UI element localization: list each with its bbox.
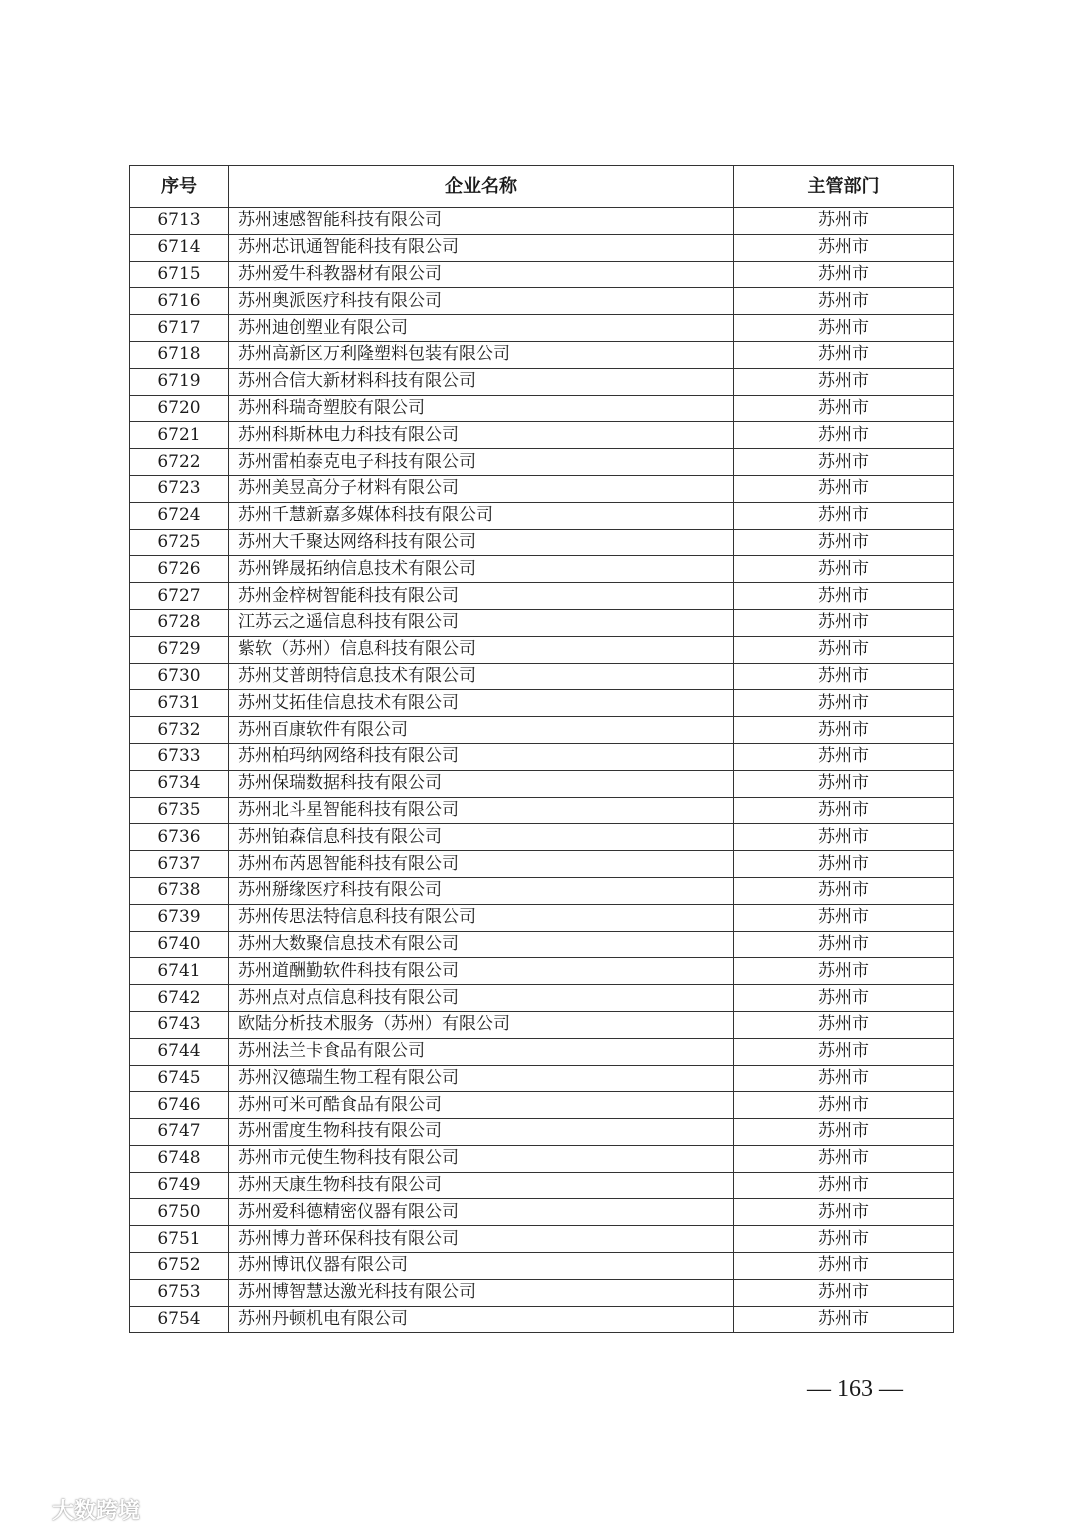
serial-number-cell: 6718 — [130, 341, 229, 368]
department-cell: 苏州市 — [734, 368, 954, 395]
enterprise-name-cell: 苏州奥派医疗科技有限公司 — [229, 288, 734, 315]
department-cell: 苏州市 — [734, 1226, 954, 1253]
serial-number-cell: 6747 — [130, 1119, 229, 1146]
serial-number-cell: 6713 — [130, 208, 229, 235]
table-row — [130, 234, 954, 261]
enterprise-name-cell: 苏州铂森信息科技有限公司 — [229, 824, 734, 851]
serial-number-cell: 6721 — [130, 422, 229, 449]
department-cell: 苏州市 — [734, 690, 954, 717]
table-row — [130, 1145, 954, 1172]
serial-number-cell: 6750 — [130, 1199, 229, 1226]
table-row — [130, 1065, 954, 1092]
serial-number-cell: 6748 — [130, 1145, 229, 1172]
department-cell: 苏州市 — [734, 931, 954, 958]
watermark — [8, 1494, 140, 1525]
table-row — [130, 1119, 954, 1146]
department-cell: 苏州市 — [734, 958, 954, 985]
department-cell: 苏州市 — [734, 851, 954, 878]
serial-number-cell: 6737 — [130, 851, 229, 878]
enterprise-name-cell: 苏州雷柏泰克电子科技有限公司 — [229, 449, 734, 476]
table-row — [130, 583, 954, 610]
department-cell: 苏州市 — [734, 583, 954, 610]
department-cell: 苏州市 — [734, 1306, 954, 1333]
table-row — [130, 1226, 954, 1253]
header-department: 主管部门 — [734, 166, 954, 208]
serial-number-cell: 6720 — [130, 395, 229, 422]
table-row — [130, 851, 954, 878]
enterprise-name-cell: 苏州千慧新嘉多媒体科技有限公司 — [229, 502, 734, 529]
enterprise-name-cell: 苏州传思法特信息科技有限公司 — [229, 904, 734, 931]
department-cell: 苏州市 — [734, 261, 954, 288]
table-row — [130, 1011, 954, 1038]
table-row — [130, 985, 954, 1012]
table-row — [130, 475, 954, 502]
enterprise-name-cell: 苏州法兰卡食品有限公司 — [229, 1038, 734, 1065]
serial-number-cell: 6749 — [130, 1172, 229, 1199]
department-cell: 苏州市 — [734, 529, 954, 556]
enterprise-name-cell: 苏州艾普朗特信息技术有限公司 — [229, 663, 734, 690]
serial-number-cell: 6745 — [130, 1065, 229, 1092]
table-row — [130, 609, 954, 636]
department-cell: 苏州市 — [734, 1092, 954, 1119]
table-row — [130, 315, 954, 342]
enterprise-name-cell: 苏州迪创塑业有限公司 — [229, 315, 734, 342]
serial-number-cell: 6744 — [130, 1038, 229, 1065]
serial-number-cell: 6730 — [130, 663, 229, 690]
department-cell: 苏州市 — [734, 636, 954, 663]
watermark-text: 大数跨境 — [52, 1499, 141, 1524]
serial-number-cell: 6723 — [130, 475, 229, 502]
table-row — [130, 1172, 954, 1199]
table-row — [130, 663, 954, 690]
department-cell: 苏州市 — [734, 1199, 954, 1226]
table-row — [130, 208, 954, 235]
department-cell: 苏州市 — [734, 663, 954, 690]
enterprise-name-cell: 苏州高新区万利隆塑料包装有限公司 — [229, 341, 734, 368]
serial-number-cell: 6717 — [130, 315, 229, 342]
table-row — [130, 395, 954, 422]
table-row — [130, 556, 954, 583]
department-cell: 苏州市 — [734, 341, 954, 368]
table-row — [130, 1253, 954, 1280]
serial-number-cell: 6733 — [130, 743, 229, 770]
enterprise-name-cell: 苏州雷度生物科技有限公司 — [229, 1119, 734, 1146]
table-row — [130, 1199, 954, 1226]
serial-number-cell: 6734 — [130, 770, 229, 797]
serial-number-cell: 6719 — [130, 368, 229, 395]
enterprise-name-cell: 苏州速感智能科技有限公司 — [229, 208, 734, 235]
enterprise-name-cell: 苏州可米可酷食品有限公司 — [229, 1092, 734, 1119]
enterprise-name-cell: 苏州天康生物科技有限公司 — [229, 1172, 734, 1199]
department-cell: 苏州市 — [734, 1011, 954, 1038]
department-cell: 苏州市 — [734, 1279, 954, 1306]
enterprise-name-cell: 苏州美昱高分子材料有限公司 — [229, 475, 734, 502]
serial-number-cell: 6714 — [130, 234, 229, 261]
page-number: — 163 — — [807, 1376, 903, 1402]
serial-number-cell: 6722 — [130, 449, 229, 476]
department-cell: 苏州市 — [734, 985, 954, 1012]
table-row — [130, 770, 954, 797]
department-cell: 苏州市 — [734, 475, 954, 502]
enterprise-name-cell: 苏州丹顿机电有限公司 — [229, 1306, 734, 1333]
enterprise-name-cell: 江苏云之遥信息科技有限公司 — [229, 609, 734, 636]
serial-number-cell: 6753 — [130, 1279, 229, 1306]
table-row — [130, 449, 954, 476]
serial-number-cell: 6726 — [130, 556, 229, 583]
table-row — [130, 1306, 954, 1333]
department-cell: 苏州市 — [734, 395, 954, 422]
enterprise-name-cell: 苏州铧晟拓纳信息技术有限公司 — [229, 556, 734, 583]
table-row — [130, 958, 954, 985]
serial-number-cell: 6739 — [130, 904, 229, 931]
enterprise-name-cell: 苏州道酬勤软件科技有限公司 — [229, 958, 734, 985]
table-body — [130, 208, 954, 1333]
table-row — [130, 690, 954, 717]
department-cell: 苏州市 — [734, 422, 954, 449]
enterprise-name-cell: 苏州点对点信息科技有限公司 — [229, 985, 734, 1012]
department-cell: 苏州市 — [734, 1065, 954, 1092]
enterprise-name-cell: 苏州爱科德精密仪器有限公司 — [229, 1199, 734, 1226]
department-cell: 苏州市 — [734, 234, 954, 261]
serial-number-cell: 6732 — [130, 717, 229, 744]
watermark-logo-icon — [8, 1497, 48, 1523]
enterprise-name-cell: 苏州博力普环保科技有限公司 — [229, 1226, 734, 1253]
department-cell: 苏州市 — [734, 743, 954, 770]
department-cell: 苏州市 — [734, 208, 954, 235]
serial-number-cell: 6728 — [130, 609, 229, 636]
serial-number-cell: 6727 — [130, 583, 229, 610]
table-header-row — [130, 166, 954, 208]
department-cell: 苏州市 — [734, 609, 954, 636]
enterprise-name-cell: 苏州汉德瑞生物工程有限公司 — [229, 1065, 734, 1092]
table-row — [130, 529, 954, 556]
table-row — [130, 502, 954, 529]
serial-number-cell: 6741 — [130, 958, 229, 985]
department-cell: 苏州市 — [734, 770, 954, 797]
table-row — [130, 797, 954, 824]
enterprise-name-cell: 苏州市元使生物科技有限公司 — [229, 1145, 734, 1172]
department-cell: 苏州市 — [734, 717, 954, 744]
table-row — [130, 904, 954, 931]
enterprise-name-cell: 苏州大数聚信息技术有限公司 — [229, 931, 734, 958]
enterprise-name-cell: 苏州科斯林电力科技有限公司 — [229, 422, 734, 449]
table-row — [130, 288, 954, 315]
enterprise-name-cell: 紫软（苏州）信息科技有限公司 — [229, 636, 734, 663]
department-cell: 苏州市 — [734, 315, 954, 342]
table-row — [130, 261, 954, 288]
serial-number-cell: 6742 — [130, 985, 229, 1012]
table-row — [130, 1092, 954, 1119]
header-serial-number: 序号 — [130, 166, 229, 208]
department-cell: 苏州市 — [734, 1172, 954, 1199]
department-cell: 苏州市 — [734, 1038, 954, 1065]
table-row — [130, 717, 954, 744]
serial-number-cell: 6752 — [130, 1253, 229, 1280]
department-cell: 苏州市 — [734, 797, 954, 824]
table-row — [130, 931, 954, 958]
enterprise-name-cell: 苏州金梓树智能科技有限公司 — [229, 583, 734, 610]
enterprise-name-cell: 苏州保瑞数据科技有限公司 — [229, 770, 734, 797]
enterprise-name-cell: 苏州合信大新材料科技有限公司 — [229, 368, 734, 395]
serial-number-cell: 6715 — [130, 261, 229, 288]
table-row — [130, 636, 954, 663]
serial-number-cell: 6725 — [130, 529, 229, 556]
serial-number-cell: 6736 — [130, 824, 229, 851]
enterprise-name-cell: 苏州布芮恩智能科技有限公司 — [229, 851, 734, 878]
department-cell: 苏州市 — [734, 1145, 954, 1172]
serial-number-cell: 6738 — [130, 877, 229, 904]
serial-number-cell: 6724 — [130, 502, 229, 529]
enterprise-name-cell: 苏州博讯仪器有限公司 — [229, 1253, 734, 1280]
department-cell: 苏州市 — [734, 556, 954, 583]
department-cell: 苏州市 — [734, 824, 954, 851]
table-row — [130, 1038, 954, 1065]
enterprise-name-cell: 欧陆分析技术服务（苏州）有限公司 — [229, 1011, 734, 1038]
table-row — [130, 368, 954, 395]
department-cell: 苏州市 — [734, 904, 954, 931]
department-cell: 苏州市 — [734, 1119, 954, 1146]
table-row — [130, 877, 954, 904]
enterprise-name-cell: 苏州艾拓佳信息技术有限公司 — [229, 690, 734, 717]
header-enterprise-name: 企业名称 — [229, 166, 734, 208]
table-row — [130, 341, 954, 368]
enterprise-name-cell: 苏州芯讯通智能科技有限公司 — [229, 234, 734, 261]
enterprise-name-cell: 苏州北斗星智能科技有限公司 — [229, 797, 734, 824]
enterprise-name-cell: 苏州百康软件有限公司 — [229, 717, 734, 744]
department-cell: 苏州市 — [734, 449, 954, 476]
department-cell: 苏州市 — [734, 288, 954, 315]
enterprise-name-cell: 苏州爱牛科教器材有限公司 — [229, 261, 734, 288]
serial-number-cell: 6740 — [130, 931, 229, 958]
serial-number-cell: 6716 — [130, 288, 229, 315]
enterprise-name-cell: 苏州柏玛纳网络科技有限公司 — [229, 743, 734, 770]
enterprise-name-cell: 苏州掰缘医疗科技有限公司 — [229, 877, 734, 904]
serial-number-cell: 6731 — [130, 690, 229, 717]
serial-number-cell: 6743 — [130, 1011, 229, 1038]
serial-number-cell: 6729 — [130, 636, 229, 663]
table-row — [130, 824, 954, 851]
serial-number-cell: 6751 — [130, 1226, 229, 1253]
enterprise-table — [129, 165, 954, 1333]
department-cell: 苏州市 — [734, 1253, 954, 1280]
serial-number-cell: 6735 — [130, 797, 229, 824]
department-cell: 苏州市 — [734, 877, 954, 904]
serial-number-cell: 6754 — [130, 1306, 229, 1333]
table-row — [130, 743, 954, 770]
enterprise-name-cell: 苏州科瑞奇塑胶有限公司 — [229, 395, 734, 422]
serial-number-cell: 6746 — [130, 1092, 229, 1119]
table-row — [130, 422, 954, 449]
table-row — [130, 1279, 954, 1306]
department-cell: 苏州市 — [734, 502, 954, 529]
enterprise-name-cell: 苏州博智慧达激光科技有限公司 — [229, 1279, 734, 1306]
enterprise-name-cell: 苏州大千聚达网络科技有限公司 — [229, 529, 734, 556]
